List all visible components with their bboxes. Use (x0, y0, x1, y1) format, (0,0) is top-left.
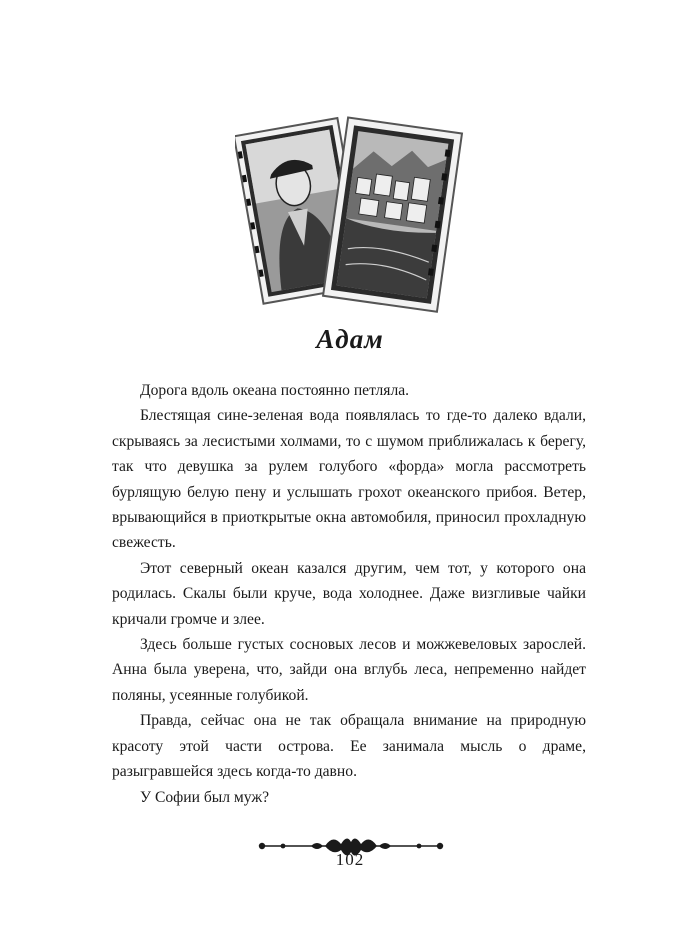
page-number: 102 (335, 850, 365, 869)
paragraph: У Софии был муж? (140, 788, 270, 806)
chapter-title: Адам (316, 324, 384, 354)
chapter-illustration (235, 105, 465, 320)
paragraph: Правда, сейчас она не так обращала внимание на природную красоту этой части острова. Ее занимала мысль о драме, разыгравшейся здесь когда-то давно. (112, 712, 586, 781)
paragraph: Этот северный океан казался другим, чем тот, у которого она родилась. Скалы были круче, вода холоднее. Даже визгливые чайки кричали громче и злее. (112, 559, 586, 628)
paragraph: Дорога вдоль океана постоянно петляла. (140, 382, 410, 399)
chapter-text (112, 378, 586, 810)
paragraph: Здесь больше густых сосновых лесов и можжевеловых зарослей. Анна была уверена, что, зайди она вглубь леса, непременно найдет поляны, усеянные голубикой. (112, 636, 586, 704)
paragraph: Блестящая сине-зеленая вода появлялась то где-то далеко вдали, скрываясь за лесистыми холмами, то с шумом приближалась к берегу, так что девушка за рулем голубого «форда» могла рассмотреть бурлящую белую пену и услышать грохот океанского прибоя. Ветер, врывающийся в приоткрытые окна автомобиля, приносил прохладную свежесть. (112, 407, 586, 552)
photo-town (323, 118, 462, 312)
